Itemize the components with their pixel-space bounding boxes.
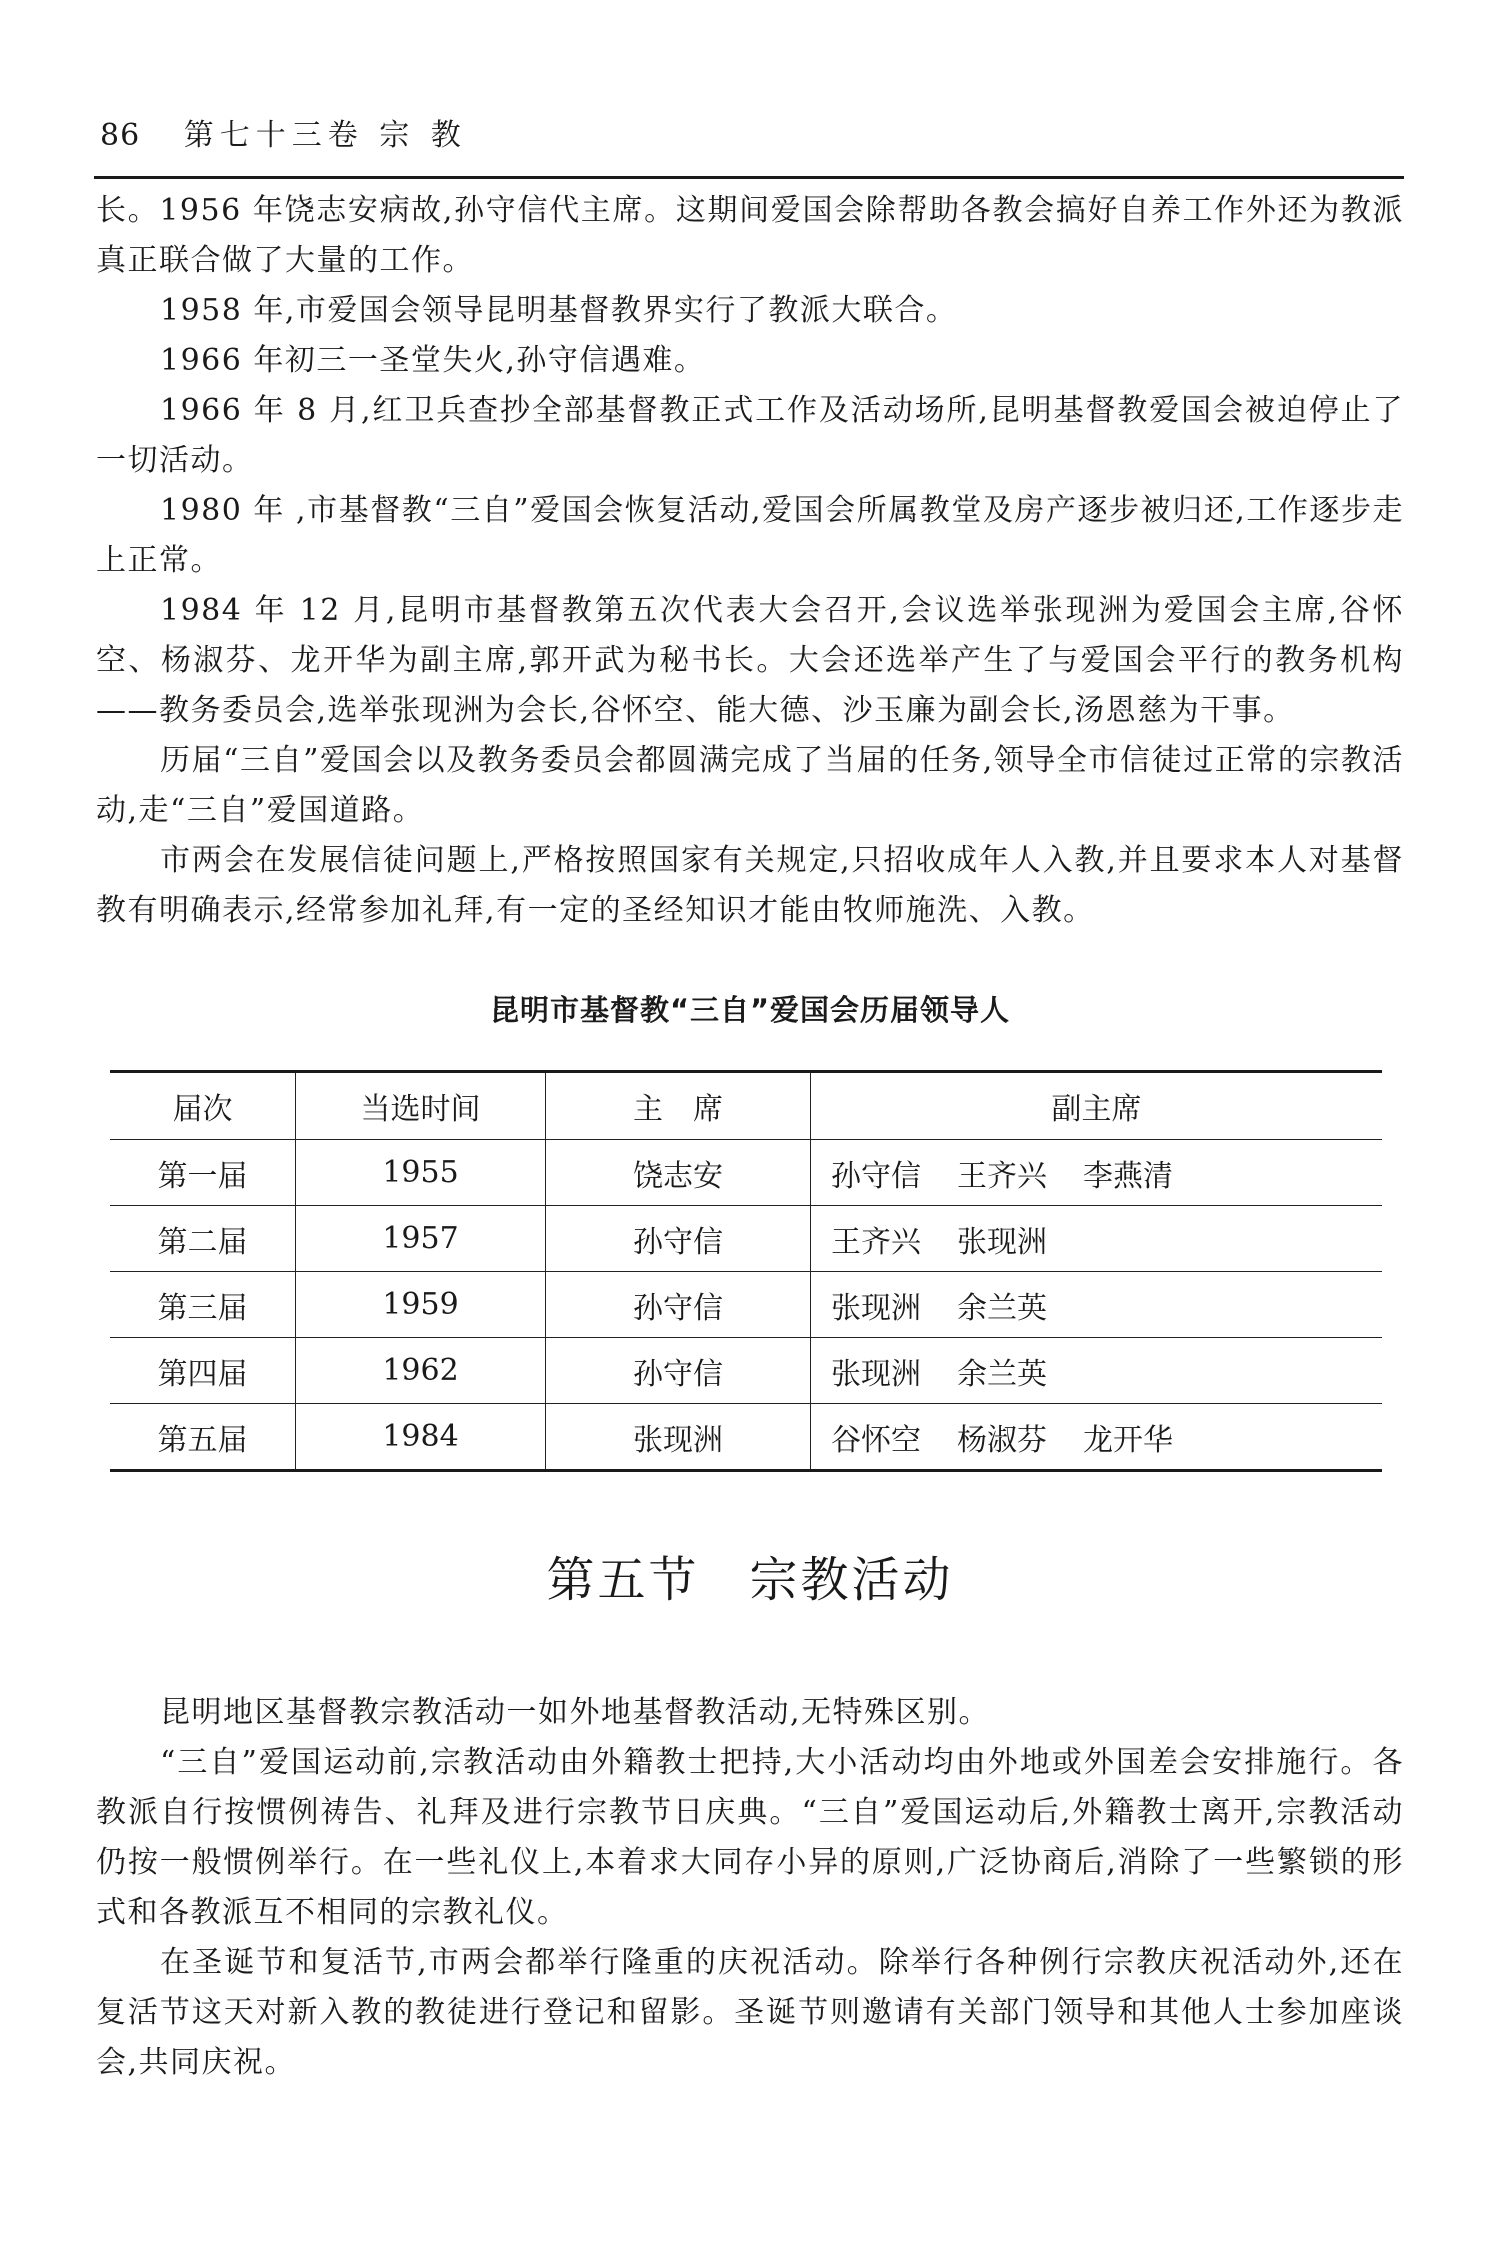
cell-chair: 孙守信 [546, 1338, 811, 1404]
vice-chair-name: 谷怀空 [831, 1422, 921, 1458]
paragraph: 长。1956 年饶志安病故,孙守信代主席。这期间爱国会除帮助各教会搞好自养工作外还为教派真正联合做了大量的工作。 [96, 193, 1404, 278]
section-heading [96, 1548, 1404, 1612]
table-caption: 昆明市基督教“三自”爱国会历届领导人 [489, 993, 1011, 1027]
volume-title: 第七十三卷 宗 教 [183, 118, 467, 153]
table-row [110, 1206, 1382, 1272]
cell-year: 1962 [296, 1338, 546, 1404]
vice-chair-name: 孙守信 [831, 1158, 921, 1194]
cell-year: 1955 [296, 1140, 546, 1206]
paragraph: 1980 年 ,市基督教“三自”爱国会恢复活动,爱国会所属教堂及房产逐步被归还,工作逐步走上正常。 [96, 493, 1404, 578]
cell-term: 第五届 [110, 1404, 296, 1471]
vice-chair-name: 余兰英 [957, 1356, 1047, 1392]
header-year: 当选时间 [296, 1072, 546, 1140]
cell-term: 第三届 [110, 1272, 296, 1338]
cell-vice-chairs [811, 1404, 1383, 1471]
cell-chair: 孙守信 [546, 1206, 811, 1272]
cell-year: 1957 [296, 1206, 546, 1272]
header-vice-chair: 副主席 [811, 1072, 1383, 1140]
cell-chair: 张现洲 [546, 1404, 811, 1471]
vice-chair-name: 王齐兴 [957, 1158, 1047, 1194]
vice-chair-name: 龙开华 [1083, 1422, 1173, 1458]
body-text-top [96, 186, 1404, 936]
cell-chair: 饶志安 [546, 1140, 811, 1206]
section-number: 第五节 [546, 1552, 700, 1608]
paragraph: 1966 年初三一圣堂失火,孙守信遇难。 [160, 343, 706, 378]
table-row [110, 1338, 1382, 1404]
paragraph: 在圣诞节和复活节,市两会都举行隆重的庆祝活动。除举行各种例行宗教庆祝活动外,还在复活节这天对新入教的教徒进行登记和留影。圣诞节则邀请有关部门领导和其他人士参加座谈会,共同庆祝。 [96, 1945, 1404, 2080]
vice-chair-name: 张现洲 [831, 1356, 921, 1392]
header-chair: 主 席 [546, 1072, 811, 1140]
cell-vice-chairs [811, 1140, 1383, 1206]
vice-chair-name: 李燕清 [1083, 1158, 1173, 1194]
paragraph: “三自”爱国运动前,宗教活动由外籍教士把持,大小活动均由外地或外国差会安排施行。各教派自行按惯例祷告、礼拜及进行宗教节日庆典。“三自”爱国运动后,外籍教士离开,宗教活动仍按一般惯例举行。在一些礼仪上,本着求大同存小异的原则,广泛协商后,消除了一些繁锁的形式和各教派互不相同的宗教礼仪。 [96, 1745, 1404, 1930]
cell-term: 第四届 [110, 1338, 296, 1404]
header-term: 届次 [110, 1072, 296, 1140]
paragraph: 历届“三自”爱国会以及教务委员会都圆满完成了当届的任务,领导全市信徒过正常的宗教活动,走“三自”爱国道路。 [96, 743, 1404, 828]
leaders-table [110, 1070, 1382, 1472]
vice-chair-name: 杨淑芬 [957, 1422, 1047, 1458]
body-text-bottom [96, 1688, 1404, 2088]
cell-year: 1984 [296, 1404, 546, 1471]
page-number: 86 [100, 118, 141, 153]
vice-chair-name: 张现洲 [831, 1290, 921, 1326]
paragraph: 市两会在发展信徒问题上,严格按照国家有关规定,只招收成年人入教,并且要求本人对基督教有明确表示,经常参加礼拜,有一定的圣经知识才能由牧师施洗、入教。 [96, 843, 1404, 928]
cell-chair: 孙守信 [546, 1272, 811, 1338]
table-header-row [110, 1072, 1382, 1140]
vice-chair-name: 王齐兴 [831, 1224, 921, 1260]
paragraph: 1958 年,市爱国会领导昆明基督教界实行了教派大联合。 [160, 293, 958, 328]
paragraph: 昆明地区基督教宗教活动一如外地基督教活动,无特殊区别。 [160, 1695, 991, 1730]
header-rule [94, 176, 1404, 179]
vice-chair-name: 余兰英 [957, 1290, 1047, 1326]
cell-vice-chairs [811, 1338, 1383, 1404]
running-header [100, 118, 1400, 154]
cell-vice-chairs [811, 1272, 1383, 1338]
paragraph: 1966 年 8 月,红卫兵查抄全部基督教正式工作及活动场所,昆明基督教爱国会被迫停止了一切活动。 [96, 393, 1404, 478]
vice-chair-name: 张现洲 [957, 1224, 1047, 1260]
cell-year: 1959 [296, 1272, 546, 1338]
table-row [110, 1272, 1382, 1338]
cell-term: 第一届 [110, 1140, 296, 1206]
paragraph: 1984 年 12 月,昆明市基督教第五次代表大会召开,会议选举张现洲为爱国会主席,谷怀空、杨淑芬、龙开华为副主席,郭开武为秘书长。大会还选举产生了与爱国会平行的教务机构——教务委员会,选举张现洲为会长,谷怀空、能大德、沙玉廉为副会长,汤恩慈为干事。 [96, 593, 1404, 728]
cell-term: 第二届 [110, 1206, 296, 1272]
cell-vice-chairs [811, 1206, 1383, 1272]
table-row [110, 1404, 1382, 1471]
section-title: 宗教活动 [749, 1552, 954, 1608]
table-row [110, 1140, 1382, 1206]
